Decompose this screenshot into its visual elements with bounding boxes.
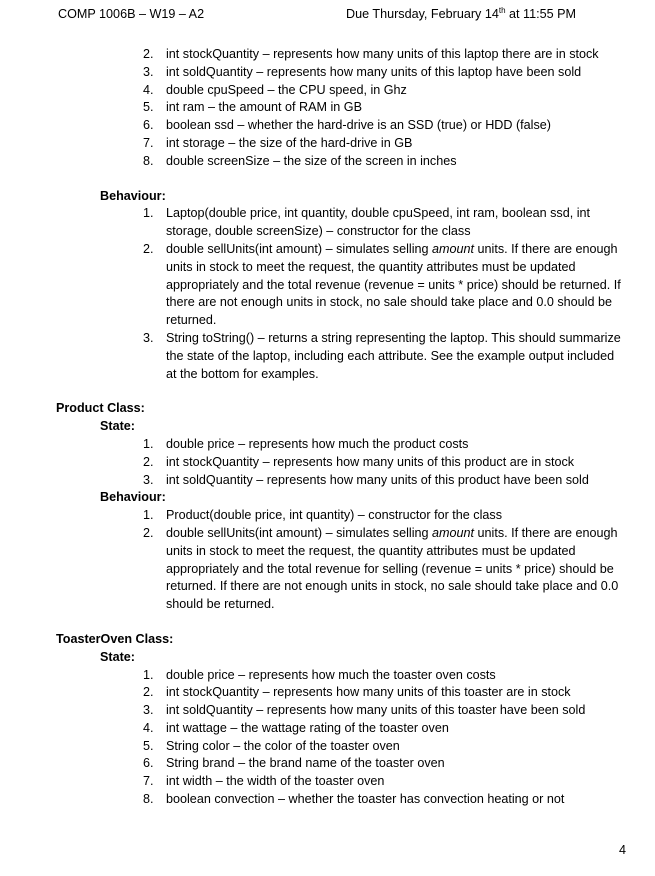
- laptop-behaviour-heading: Behaviour:: [100, 188, 166, 203]
- due-prefix: Due Thursday, February 14: [346, 7, 499, 21]
- product-state-heading: State:: [100, 419, 135, 434]
- item-text: double sellUnits(int amount) – simulates selling: [166, 241, 432, 256]
- item-number: 6.: [143, 118, 154, 133]
- item-text: int storage – the size of the hard-drive in GB: [166, 135, 413, 150]
- item-emphasis: amount: [432, 525, 475, 540]
- toaster-state-list: [0, 667, 655, 809]
- item-number: 1.: [143, 508, 154, 523]
- item-number: 4.: [143, 82, 154, 97]
- list-item: [0, 153, 655, 171]
- list-item: [0, 773, 655, 791]
- item-number: 1.: [143, 667, 154, 682]
- item-text: String color – the color of the toaster oven: [166, 738, 400, 753]
- item-text: units. If there are enough units in stock to meet the request, the quantity attributes must be updated appropriately and the total revenue (revenue = units * price) should be returned. If there are not enough units in stock, no sale should take place and 0.0 should be returned.: [166, 241, 621, 328]
- page-number: 4: [619, 843, 627, 857]
- item-text: int stockQuantity – represents how many units of this product are in stock: [166, 454, 575, 469]
- due-sup: th: [498, 5, 506, 15]
- item-text: int ram – the amount of RAM in GB: [166, 100, 362, 115]
- document-body: [0, 46, 655, 809]
- laptop-behaviour-list: [0, 205, 655, 383]
- list-item: [0, 64, 655, 82]
- item-number: 6.: [143, 756, 154, 771]
- list-item: [0, 738, 655, 756]
- list-item: [0, 241, 655, 330]
- item-number: 2.: [143, 525, 154, 540]
- item-number: 2.: [143, 241, 154, 256]
- list-item: [0, 755, 655, 773]
- list-item: [0, 117, 655, 135]
- item-number: 7.: [143, 774, 154, 789]
- toaster-class-heading: ToasterOven Class:: [56, 631, 174, 646]
- product-state-list: [0, 436, 655, 489]
- item-number: 8.: [143, 153, 154, 168]
- item-number: 2.: [143, 454, 154, 469]
- item-text: double screenSize – the size of the screen in inches: [166, 153, 457, 168]
- item-text: int wattage – the wattage rating of the toaster oven: [166, 720, 449, 735]
- list-item: [0, 135, 655, 153]
- product-behaviour-heading: Behaviour:: [100, 490, 166, 505]
- list-item: [0, 205, 655, 241]
- item-text: int soldQuantity – represents how many units of this product have been sold: [166, 472, 589, 487]
- item-number: 4.: [143, 720, 154, 735]
- list-item: [0, 720, 655, 738]
- item-number: 5.: [143, 738, 154, 753]
- item-number: 1.: [143, 436, 154, 451]
- list-item: [0, 436, 655, 454]
- due-date: [346, 6, 576, 24]
- list-item: [0, 330, 655, 383]
- laptop-state-list: [0, 46, 655, 171]
- list-item: [0, 82, 655, 100]
- item-text: units. If there are enough units in stock to meet the request, the quantity attributes must be updated appropriately and the total revenue for selling (revenue = units * price) should be returned. If there are not enough units in stock, no sale should take place and 0.0 should be returned.: [166, 525, 619, 612]
- item-text: int width – the width of the toaster oven: [166, 774, 385, 789]
- item-text: double price – represents how much the product costs: [166, 436, 469, 451]
- list-item: [0, 525, 655, 614]
- item-number: 1.: [143, 206, 154, 221]
- item-text: boolean convection – whether the toaster has convection heating or not: [166, 792, 565, 807]
- toaster-state-heading: State:: [100, 649, 135, 664]
- item-number: 7.: [143, 135, 154, 150]
- item-text: String brand – the brand name of the toaster oven: [166, 756, 445, 771]
- item-number: 3.: [143, 472, 154, 487]
- product-behaviour-list: [0, 507, 655, 614]
- item-number: 3.: [143, 64, 154, 79]
- item-number: 3.: [143, 703, 154, 718]
- item-number: 2.: [143, 47, 154, 61]
- product-class-heading: Product Class:: [56, 401, 145, 416]
- list-item: [0, 791, 655, 809]
- list-item: [0, 99, 655, 117]
- item-text: boolean ssd – whether the hard-drive is an SSD (true) or HDD (false): [166, 118, 551, 133]
- due-suffix: at 11:55 PM: [505, 7, 576, 21]
- item-number: 5.: [143, 100, 154, 115]
- list-item: [0, 507, 655, 525]
- list-item: [0, 454, 655, 472]
- item-text: double cpuSpeed – the CPU speed, in Ghz: [166, 82, 407, 97]
- list-item: [0, 702, 655, 720]
- list-item: [0, 472, 655, 490]
- item-number: 3.: [143, 330, 154, 345]
- item-text: Product(double price, int quantity) – constructor for the class: [166, 508, 502, 523]
- item-number: 8.: [143, 792, 154, 807]
- item-text: int soldQuantity – represents how many units of this laptop have been sold: [166, 64, 582, 79]
- page-header: [58, 6, 618, 24]
- list-item: [0, 46, 655, 64]
- list-item: [0, 667, 655, 685]
- item-text: double sellUnits(int amount) – simulates selling: [166, 525, 432, 540]
- item-text: String toString() – returns a string representing the laptop. This should summarize the state of the laptop, including each attribute. See the example output included at the bottom for examples.: [166, 330, 621, 381]
- item-text: double price – represents how much the toaster oven costs: [166, 667, 496, 682]
- item-text: int stockQuantity – represents how many units of this toaster are in stock: [166, 685, 571, 700]
- item-text: int stockQuantity – represents how many units of this laptop there are in stock: [166, 47, 599, 61]
- item-text: Laptop(double price, int quantity, double cpuSpeed, int ram, boolean ssd, int storage, double screenSize) – constructor for the class: [166, 206, 591, 239]
- list-item: [0, 684, 655, 702]
- item-emphasis: amount: [432, 241, 475, 256]
- item-text: int soldQuantity – represents how many units of this toaster have been sold: [166, 703, 586, 718]
- item-number: 2.: [143, 685, 154, 700]
- course-label: COMP 1006B – W19 – A2: [58, 7, 205, 21]
